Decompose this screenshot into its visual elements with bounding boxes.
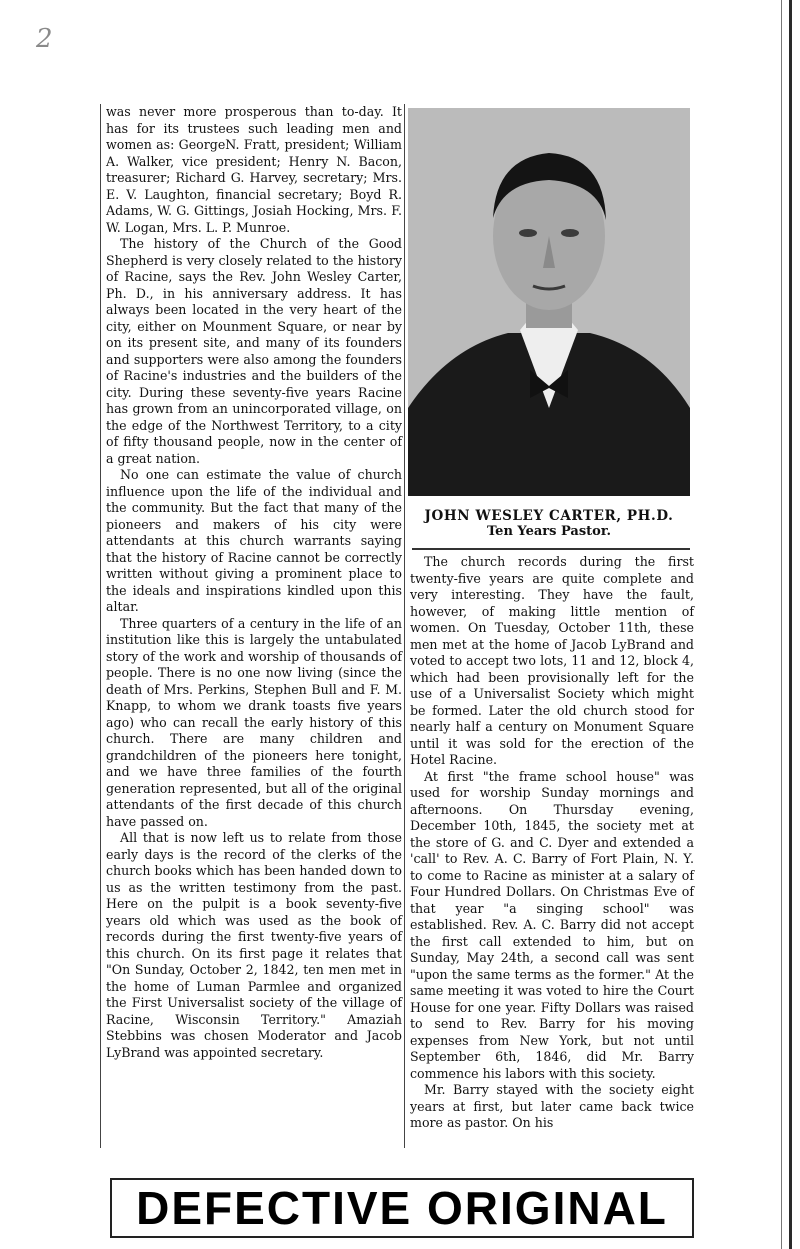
article-paragraph: At first "the frame school house" was used for worship Sunday mornings and afternoons. On Thursday evening, December 10th, 1845, the society met at the store of G. and C. Dyer and extended a 'call' to Rev. A. C. Barry of Fort Plain, N. Y. to come to Racine as minister at a salary of Four Hundred Dollars. On Christmas Eve of that year "a singing school" was established. Rev. A. C. Barry did not accept the first call extended to him, but on Sunday, May 24th, a second call was sent "upon the same terms as the former." At the same meeting it was voted to hire the Court House for one year. Fifty Dollars was raised to send to Rev. Barry for his moving expenses from New York, but not until September 6th, 1846, did Mr. Barry commence his labors with this society. (410, 768, 694, 1081)
portrait-illustration (408, 108, 690, 496)
defective-original-stamp: DEFECTIVE ORIGINAL (110, 1178, 694, 1238)
caption-name: JOHN WESLEY CARTER, PH.D. (424, 508, 674, 524)
article-paragraph: Three quarters of a century in the life of an institution like this is largely the untabulated story of the work and worship of thousands of people. There is no one now living (since the death of Mrs. Perkins, Stephen Bull and F. M. Knapp, to whom we drank toasts five years ago) who can recall the early history of this church. There are many children and grandchildren of the pioneers here tonight, and we have three families of the fourth generation represented, but all of the original attendants of the first decade of this church have passed on. (106, 615, 402, 829)
article-paragraph: The church records during the first twenty-five years are quite complete and very interesting. They have the fault, however, of making little mention of women. On Tuesday, October 11th, these men met at the home of Jacob LyBrand and voted to accept two lots, 11 and 12, block 4, which had been provisionally left for the use of a Universalist Society which might be formed. Later the old church stood for nearly half a century on Monument Square until it was sold for the erection of the Hotel Racine. (410, 554, 694, 767)
caption-divider (412, 548, 690, 550)
left-column-rule (100, 104, 101, 1148)
article-paragraph: was never more prosperous than to-day. It has for its trustees such leading men and women as: GeorgeN. Fratt, president; William A. Walker, vice president; Henry N. Bacon, treasurer; Richard G. Harvey, secretary; Mrs. E. V. Laughton, financial secretary; Boyd R. Adams, W. G. Gittings, Josiah Hocking, Mrs. F. W. Logan, Mrs. L. P. Munroe. (106, 104, 402, 235)
article-paragraph: All that is now left us to relate from those early days is the record of the clerks of the church books which has been handed down to us as the written testimony from the past. Here on the pulpit is a book seventy-five years old which was used as the book of records during the first twenty-five years of this church. On its first page it relates that "On Sunday, October 2, 1842, ten men met in the home of Luman Parmlee and organized the First Universalist society of the village of Racine, Wisconsin Territory." Amaziah Stebbins was chosen Moderator and Jacob LyBrand was appointed secretary. (106, 830, 402, 1060)
page-edge-border (789, 0, 792, 1249)
article-paragraph: The history of the Church of the Good Shepherd is very closely related to the history of Racine, says the Rev. John Wesley Carter, Ph. D., in his anniversary address. It has always been located in the very heart of the city, either on Mounment Square, or near by on its present site, and many of its founders and supporters were also among the founders of Racine's industries and the builders of the city. During these seventy-five years Racine has grown from an unincorporated village, on the edge of the Northwest Territory, to a city of fifty thousand people, now in the center of a great nation. (106, 236, 402, 466)
article-paragraph: Mr. Barry stayed with the society eight years at first, but later came back twice more as pastor. On his (410, 1082, 694, 1130)
photo-caption (408, 508, 690, 539)
center-column-rule (404, 104, 405, 1148)
page-number: 2 (36, 24, 53, 54)
left-article-column (106, 104, 402, 1061)
article-paragraph: No one can estimate the value of church influence upon the life of the individual and the community. But the fact that many of the pioneers and makers of his city were attendants at this church warrants saying that the history of Racine cannot be correctly written without giving a prominent place to the ideals and inspirations kindled upon this altar. (106, 467, 402, 614)
caption-subtitle: Ten Years Pastor. (487, 524, 611, 539)
right-article-column (410, 554, 694, 1132)
portrait-photo (408, 108, 690, 496)
page-edge-line (781, 0, 782, 1249)
